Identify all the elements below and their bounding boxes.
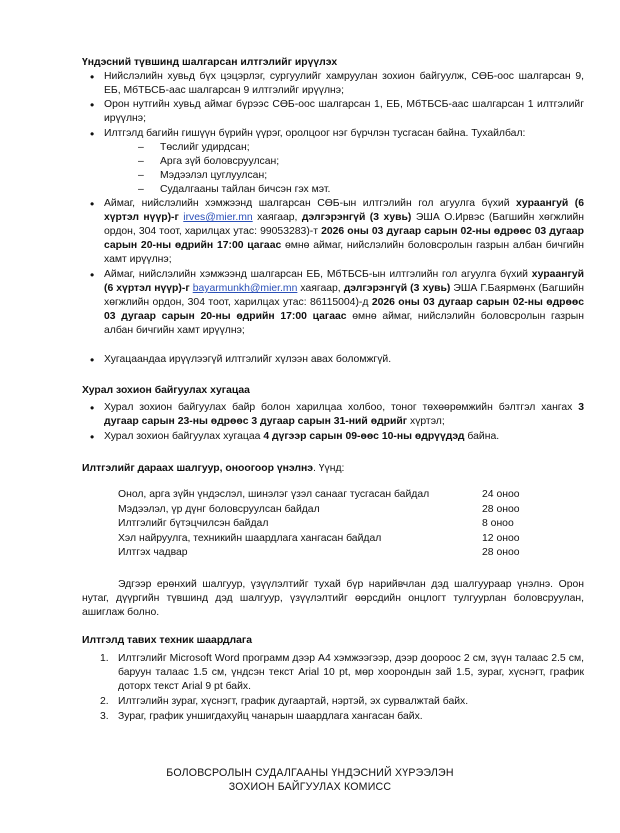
points-cell: 8 оноо: [482, 518, 514, 530]
list-item: Орон нутгийн хувьд аймаг бүрээс СӨБ-оос шалгарсан 1, ЕБ, МбТБСБ-аас шалгарсан 1 илтгэлийг ирүүлнэ;: [104, 99, 584, 125]
numbered-item: Илтгэлийг Microsoft Word программ дээр А4 хэмжээгээр, дээр доороос 2 см, зүүн талаас 2.5 см, баруун талаас 1.5 см, үндсэн текст Arial 10 pt, мөр хоорондын зай 1.5, зураг, хүснэгт, график доторх текст Arial 9 pt байх.: [118, 653, 584, 693]
section-heading-technical: Илтгэлд тавих техник шаардлага: [82, 635, 253, 646]
heading-text: Илтгэлийг дараах шалгуур, оноогоор үнэлнэ: [82, 463, 313, 474]
table-row: [118, 488, 542, 503]
criteria-paragraph: Эдгээр ерөнхий шалгуур, үзүүлэлтийг тухай бүр нарийвчлан дэд шалгуураар үнэлнэ. Орон нутаг, дүүргийн түвшинд дэд шалгуур, үзүүлэлтийг өөрсдийн онцлогт тулгуурлан боловсруулан, ашиглаж болно.: [82, 579, 584, 619]
numbered-item: Зураг, график уншигдахуйц чанарын шаардлага хангасан байх.: [118, 711, 423, 722]
list-item-ge-submission: [104, 268, 584, 338]
points-cell: 12 оноо: [482, 532, 520, 544]
footer-committee: ЗОХИОН БАЙГУУЛАХ КОМИСС: [228, 781, 392, 793]
criterion-cell: Онол, арга зүйн үндэслэл, шинэлэг үзэл санааг тусгасан байдал: [118, 489, 430, 500]
criterion-cell: Хэл найруулга, техникийн шаардлага хангасан байдал: [118, 532, 382, 544]
bullet-icon: •: [90, 353, 95, 367]
points-cell: 28 оноо: [482, 547, 520, 559]
bold-text: хураангуй (6 хүртэл нүүр)-г: [104, 198, 584, 224]
points-cell: 24 оноо: [482, 489, 520, 500]
bold-text: дэлгэрэнгүй (3 хувь): [343, 283, 451, 295]
bold-text: дэлгэрэнгүй (3 хувь): [301, 212, 412, 224]
numbered-item: Илтгэлийн зураг, хүснэгт, график дугаартай, нэртэй, эх сурвалжтай байх.: [118, 696, 469, 707]
list-number: 2.: [100, 696, 109, 707]
table-row: [118, 532, 542, 547]
text: хаягаар,: [252, 212, 302, 224]
bullet-icon: •: [90, 127, 95, 141]
bold-text: 4 дүгээр сарын 09-өөс 10-ны өдрүүдэд: [263, 431, 465, 442]
email-link[interactable]: irves@mier.mn: [183, 212, 253, 224]
text: хаягаар,: [297, 283, 344, 295]
table-row: [118, 517, 542, 532]
heading-tail: . Үүнд:: [313, 463, 345, 474]
criteria-table: [118, 488, 542, 561]
bullet-icon: •: [90, 197, 95, 211]
bullet-icon: •: [90, 268, 95, 282]
list-item: Нийслэлийн хувьд бүх цэцэрлэг, сургуулийг хамруулан зохион байгуулж, СӨБ-оос шалгарсан 9, ЕБ, МбТБСБ-аас шалгарсан 9 илтгэлийг ирүүлнэ;: [104, 71, 584, 97]
text: хүртэл;: [407, 416, 445, 428]
table-row: [118, 546, 542, 561]
list-item-ecd-submission: [104, 197, 584, 267]
bullet-icon: •: [90, 70, 95, 84]
bold-text: 3 дугаар сарын 23-ны өдрөөс 3 дугаар сарын 31-ний өдрийг: [104, 402, 584, 428]
dash-icon: –: [138, 184, 144, 195]
text: өмнө аймаг, нийслэлийн боловсролын газрын албан бичгийн хамт ирүүлнэ;: [104, 240, 584, 266]
list-item: Хугацаандаа ирүүлээгүй илтгэлийг хүлээн авах боломжгүй.: [104, 354, 392, 365]
list-item: [104, 430, 584, 444]
dash-icon: –: [138, 170, 144, 181]
criterion-cell: Илтгэх чадвар: [118, 547, 188, 559]
bullet-icon: •: [90, 98, 95, 112]
criterion-cell: Илтгэлийг бүтэцчилсэн байдал: [118, 518, 269, 530]
sub-list-item: Судалгааны тайлан бичсэн гэх мэт.: [160, 184, 331, 195]
table-row: [118, 503, 542, 518]
bullet-icon: •: [90, 430, 95, 444]
list-number: 1.: [100, 653, 109, 664]
dash-icon: –: [138, 156, 144, 167]
bullet-icon: •: [90, 401, 95, 415]
sub-list-item: Төслийг удирдсан;: [160, 142, 250, 153]
bold-text: хураангуй (6 хүртэл нүүр)-г: [104, 269, 584, 295]
sub-list-item: Мэдээлэл цуглуулсан;: [160, 170, 268, 181]
deadline-text: 2026 оны 03 дугаар сарын 02-ны өдрөөс 03 дугаар сарын 20-ны өдрийн 17:00 цагаас: [104, 297, 584, 323]
footer-institution: БОЛОВСРОЛЫН СУДАЛГААНЫ ҮНДЭСНИЙ ХҮРЭЭЛЭН: [166, 767, 454, 779]
sub-list-item: Арга зүй боловсруулсан;: [160, 156, 280, 167]
section-heading-criteria: [82, 462, 344, 476]
text: ЭША Г.Баярмөнх (Багшийн хөгжлийн ордон, 304 тоот, харилцах утас: 86115004)-д: [104, 283, 585, 309]
list-item: Илтгэлд багийн гишүүн бүрийн үүрэг, оролцоог нэг бүрчлэн тусгасан байна. Тухайлбал:: [104, 128, 526, 139]
section-heading-schedule: Хурал зохион байгуулах хугацаа: [82, 385, 250, 396]
dash-icon: –: [138, 142, 144, 153]
points-cell: 28 оноо: [482, 503, 520, 515]
text: Аймаг, нийслэлийн хэмжээнд шалгарсан СӨБ-ын илтгэлийн гол агуулга бүхий: [104, 198, 517, 209]
section-heading-submission: Үндэсний түвшинд шалгарсан илтгэлийг ирүүлэх: [82, 57, 338, 68]
list-number: 3.: [100, 711, 109, 722]
deadline-text: 2026 оны 03 дугаар сарын 02-ны өдрөөс 03 дугаар сарын 20-ны өдрийн 17:00 цагаас: [104, 226, 584, 252]
text: Хурал зохион байгуулах байр болон харилцаа холбоо, тоног төхөөрөмжийн бэлтгэл хангах: [104, 402, 579, 413]
text: байна.: [464, 431, 500, 442]
text: Хурал зохион байгуулах хугацаа: [104, 431, 264, 442]
criterion-cell: Мэдээлэл, үр дүнг боловсруулсан байдал: [118, 503, 320, 515]
text: Аймаг, нийслэлийн хэмжээнд шалгарсан ЕБ, МбТБСБ-ын илтгэлийн гол агуулга бүхий: [104, 269, 532, 280]
text: ЭША О.Ирвэс (Багшийн хөгжлийн ордон, 304 тоот, харилцах утас: 99053283)-т: [104, 212, 584, 238]
email-link[interactable]: bayarmunkh@mier.mn: [192, 283, 298, 295]
list-item: [104, 401, 584, 429]
text: өмнө аймаг, нийслэлийн боловсролын газрын албан бичгийн хамт ирүүлнэ;: [104, 311, 584, 337]
